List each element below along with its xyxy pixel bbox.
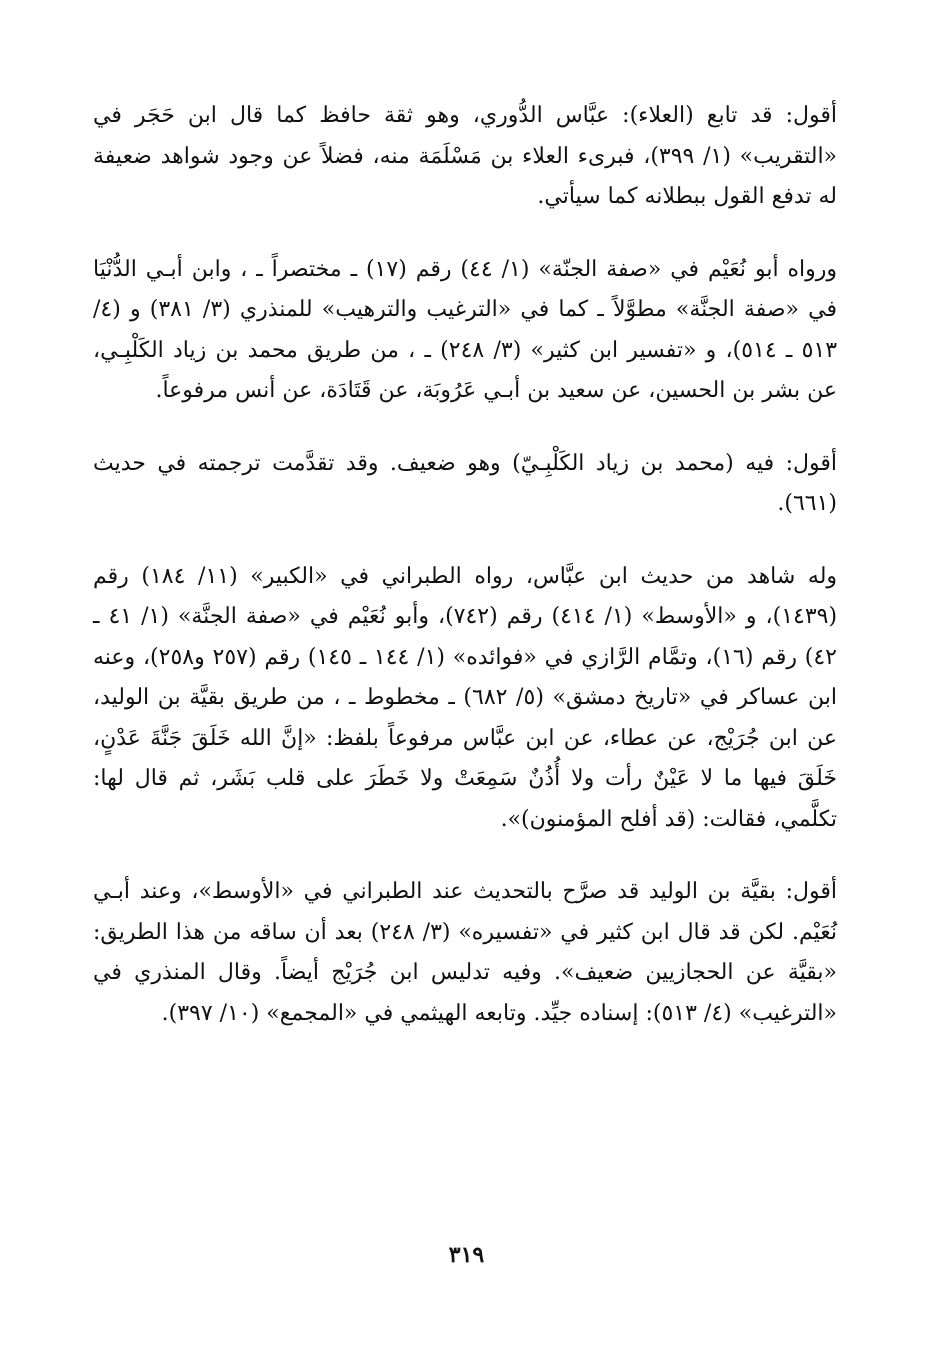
paragraph-5: أقول: بقيَّة بن الوليد قد صرَّح بالتحديث عند الطبراني في «الأوسط»، وعند أبـي نُعَيْم. لكن قد قال ابن كثير في «تفسيره» (٣/ ٢٤٨) بعد أن ساقه من هذا الطريق: «بقيَّة عن الحجازيين ضعيف». وفيه تدليس ابن جُرَيْج أيضاً. وقال المنذري في «الترغيب» (٤/ ٥١٣): إسناده جيِّد. وتابعه الهيثمي في «المجمع» (١٠/ ٣٩٧). — [93, 879, 837, 1026]
paragraph-2: ورواه أبو نُعَيْم في «صفة الجنّة» (١/ ٤٤) رقم (١٧) ـ مختصراً ـ ، وابن أبـي الدُّنْيَا في «صفة الجنَّة» مطوَّلاً ـ كما في «الترغيب والترهيب» للمنذري (٣/ ٣٨١) و (٤/ ٥١٣ ـ ٥١٤)، و «تفسير ابن كثير» (٣/ ٢٤٨) ـ ، من طريق محمد بن زياد الكَلْبِـي، عن بشر بن الحسين، عن سعيد بن أبـي عَرُوبَة، عن قَتَادَة، عن أنس مرفوعاً. — [93, 256, 838, 403]
paragraph-4: وله شاهد من حديث ابن عبَّاس، رواه الطبراني في «الكبير» (١١/ ١٨٤) رقم (١٤٣٩)، و «الأوسط» (١/ ٤١٤) رقم (٧٤٢)، وأبو نُعَيْم في «صفة الجنَّة» (١/ ٤١ ـ ٤٢) رقم (١٦)، وتمَّام الرَّازي في «فوائده» (١/ ١٤٤ ـ ١٤٥) رقم (٢٥٧ و٢٥٨)، وعنه ابن عساكر في «تاريخ دمشق» (٥/ ٦٨٢) ـ مخطوط ـ ، من طريق بقيَّة بن الوليد، عن ابن جُرَيْج، عن عطاء، عن ابن عبَّاس مرفوعاً بلفظ: «إنَّ الله خَلَقَ جَنَّةَ عَدْنٍ، خَلَقَ فيها ما لا عَيْنٌ رأت ولا أُذُنٌ سَمِعَتْ ولا خَطَرَ على قلب بَشَر، ثم قال لها: تكلَّمي، فقالت: (قد أفلح المؤمنون)». — [93, 563, 838, 832]
paragraph-3: أقول: فيه (محمد بن زياد الكَلْبِـيّ) وهو ضعيف. وقد تقدَّمت ترجمته في حديث (٦٦١). — [93, 450, 837, 516]
paragraph-1: أقول: قد تابع (العلاء): عبَّاس الدُّوري، وهو ثقة حافظ كما قال ابن حَجَر في «التقريب» (١/ ٣٩٩)، فبرىء العلاء بن مَسْلَمَة منه، فضلاً عن وجود شواهد ضعيفة له تدفع القول ببطلانه كما سيأتي. — [93, 103, 838, 209]
page-number: ٣١٩ — [448, 1242, 485, 1268]
page-body — [93, 96, 837, 1034]
